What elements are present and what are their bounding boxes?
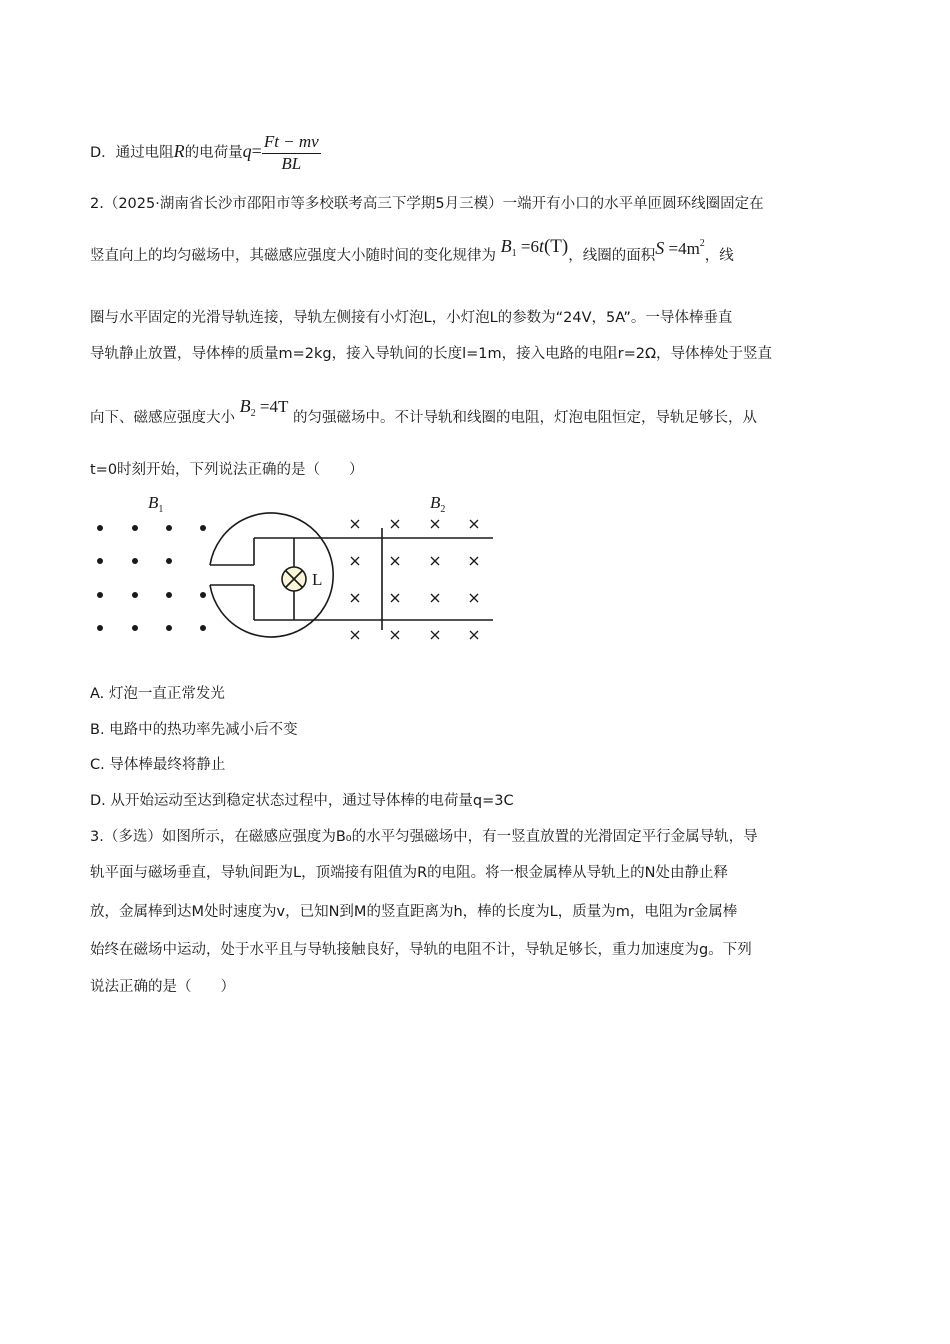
q3-line-5: 说法正确的是（ ）: [90, 979, 235, 995]
q2-line-5-b: 的匀强磁场中。不计导轨和线圈的电阻，灯泡电阻恒定，导轨足够长，从: [292, 410, 757, 426]
q3-line-2: 轨平面与磁场垂直，导轨间距为L，顶端接有阻值为R的电阻。将一根金属棒从导轨上的N处由静止释: [90, 865, 728, 881]
field-dot: [200, 525, 206, 531]
field-cross: [391, 631, 399, 639]
field-dot: [132, 625, 138, 631]
b2-subscript: 2: [250, 408, 256, 419]
b2-symbol: B: [239, 396, 251, 416]
field-cross: [391, 520, 399, 528]
field-dot: [132, 592, 138, 598]
symbol-r: R: [173, 141, 185, 161]
b1-rhs: =6: [516, 237, 539, 256]
q2-option-d: D. 从开始运动至达到稳定状态过程中，通过导体棒的电荷量q=3C: [90, 793, 514, 809]
field-dot: [200, 592, 206, 598]
b1-formula: [500, 236, 569, 259]
field-cross: [351, 557, 359, 565]
field-cross: [431, 631, 439, 639]
s-symbol: S: [655, 238, 665, 258]
b1-symbol: B: [500, 236, 512, 256]
s-superscript: 2: [699, 238, 705, 249]
b2-rhs: =4T: [255, 397, 289, 416]
q3-line-3: 放，金属棒到达M处时速度为v，已知N到M的竖直距离为h，棒的长度为L，质量为m，电阻为r金属棒: [90, 904, 738, 920]
field-cross: [391, 557, 399, 565]
field-dot: [200, 625, 206, 631]
b2-formula: [239, 396, 289, 419]
q2-line-4: 导轨静止放置，导体棒的质量m=2kg，接入导轨间的长度l=1m，接入电路的电阻r=2Ω，导体棒处于竖直: [90, 346, 773, 362]
field-cross: [351, 520, 359, 528]
lamp-label: L: [312, 570, 323, 589]
q3-line-1: 3.（多选）如图所示，在磁感应强度为B₀的水平匀强磁场中，有一竖直放置的光滑固定平行金属导轨，导: [90, 829, 758, 845]
q2-option-a: A. 灯泡一直正常发光: [90, 686, 225, 702]
q2-line-3: 圈与水平固定的光滑导轨连接，导轨左侧接有小灯泡L，小灯泡L的参数为“24V，5A”。一导体棒垂直: [90, 310, 733, 326]
field-cross: [470, 631, 478, 639]
equals-sign: =: [251, 141, 262, 161]
q2-line-2-c: ，线: [704, 248, 734, 264]
field-cross: [470, 557, 478, 565]
q2-option-c: C. 导体棒最终将静止: [90, 757, 226, 773]
q2-line-5: [90, 396, 757, 429]
lamp-icon: [282, 567, 306, 591]
field-dot: [166, 592, 172, 598]
field-cross: [431, 594, 439, 602]
field-cross: [431, 557, 439, 565]
field-dot: [97, 625, 103, 631]
field-cross: [470, 594, 478, 602]
b2-label: $B_2$: [430, 493, 446, 515]
s-rhs: =4m: [664, 239, 700, 258]
fraction-denominator: BL: [281, 154, 302, 173]
charge-fraction: [262, 132, 321, 174]
field-dot: [132, 525, 138, 531]
s-formula: [655, 239, 705, 258]
field-dot: [166, 558, 172, 564]
q2-line-6: t=0时刻开始，下列说法正确的是（ ）: [90, 462, 364, 478]
q2-line-2-a: 竖直向上的均匀磁场中，其磁感应强度大小随时间的变化规律为: [90, 248, 496, 264]
field-cross: [431, 520, 439, 528]
b1-subscript: 1: [511, 248, 517, 259]
q2-line-5-a: 向下、磁感应强度大小: [90, 410, 235, 426]
option-d-mid: 的电荷量: [184, 145, 243, 161]
field-dots-b1: [97, 525, 206, 631]
q2-line-1: 2.（2025·湖南省长沙市邵阳市等多校联考高三下学期5月三模）一端开有小口的水平单匝圆环线圈固定在: [90, 196, 764, 212]
b1-t: t: [538, 236, 544, 256]
circuit-figure: [88, 488, 508, 644]
b1-label: $B_1$: [148, 493, 164, 515]
field-dot: [97, 558, 103, 564]
field-dot: [97, 525, 103, 531]
fraction-numerator: Ft − mv: [262, 132, 321, 154]
q1-option-d: [90, 132, 321, 174]
q3-line-4: 始终在磁场中运动，处于水平且与导轨接触良好，导轨的电阻不计，导轨足够长，重力加速度为g。下列: [90, 942, 752, 958]
field-cross: [391, 594, 399, 602]
field-dot: [132, 558, 138, 564]
field-dot: [166, 625, 172, 631]
q2-option-b: B. 电路中的热功率先减小后不变: [90, 722, 298, 738]
symbol-q: q: [242, 141, 252, 161]
field-cross: [470, 520, 478, 528]
option-d-prefix: D．通过电阻: [90, 145, 174, 161]
q2-line-2-b: ，线圈的面积: [568, 248, 656, 264]
field-cross: [351, 594, 359, 602]
field-cross: [351, 631, 359, 639]
q2-line-2: [90, 236, 734, 267]
b1-unit: (T): [543, 236, 569, 257]
field-dot: [166, 525, 172, 531]
field-dot: [97, 592, 103, 598]
